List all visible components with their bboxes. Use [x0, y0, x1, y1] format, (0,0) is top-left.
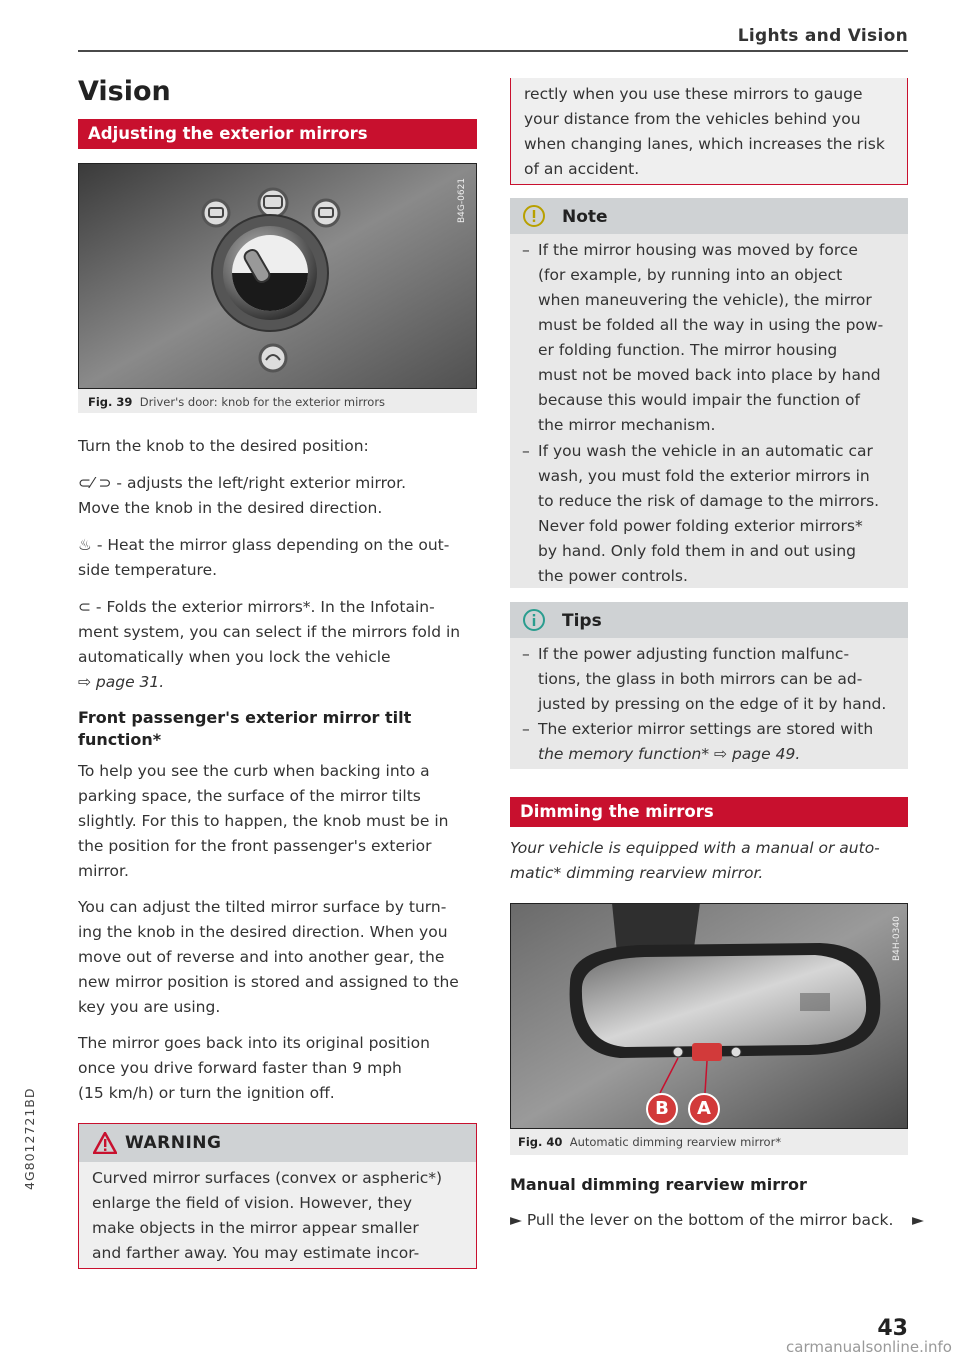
figure-40-caption: Fig. 40 Automatic dimming rearview mirror* — [518, 1135, 782, 1149]
paragraph-reset: The mirror goes back into its original position once you drive forward faster than 9 mph (15 km/h) or turn the ignition off. — [78, 1034, 430, 1102]
continued-arrow: ► — [912, 1211, 924, 1229]
figure-39 — [78, 163, 477, 413]
page-number: 43 — [877, 1316, 908, 1341]
tips-list — [510, 638, 908, 767]
paragraph-tilt: To help you see the curb when backing into a parking space, the surface of the mirror tilts slightly. For this to happen, the knob must be in the position for the front passenger's exterior mirror. — [78, 762, 449, 880]
warning-text: Curved mirror surfaces (convex or aspheric*) enlarge the field of vision. However, they make objects in the mirror appear smaller and farther away. You may estimate incor- — [92, 1169, 443, 1262]
note-item: – If the mirror housing was moved by force (for example, by running into an object when maneuvering the vehicle), the mirror must be folded all the way in using the pow- er folding function. The mirror housing must not be moved back into place by hand because this would impair the function of the mirror mechanism. — [522, 241, 884, 434]
mirror-left-right-icon: ⊂⁄ ⊃ — [78, 474, 112, 492]
callout-b: B — [646, 1093, 678, 1125]
mirror-fold-icon: ⊂ — [78, 598, 91, 616]
note-header — [510, 198, 908, 234]
warning-title: WARNING — [125, 1133, 222, 1153]
banner-adjusting-mirrors: Adjusting the exterior mirrors — [78, 119, 477, 149]
left-body-text: Turn the knob to the desired position: ⊂⁄ ⊃ - adjusts the left/right exterior mirror. Move the knob in the desired direction. ♨ - Heat the mirror glass depending on the out- side temperature. ⊂ - Folds the exterior mirrors*. In the Infotain- ment system, you can select if the mirrors fold in automatically when you lock the vehicle ⇨ page 31. Front passenger's exterior mirror tilt function* To help you see the curb when backing into a parking space, the surface of the mirror tilts slightly. For this to happen, the knob must be in the position for the front passenger's exterior mirror. You can adjust the tilted mirror surface by turn- ing the knob in the desired direction. When you move out of reverse and into another gear, the new mirror position is stored and assigned to the key you are using. The mirror goes back into its original position once you drive forward faster than 9 mph (15 km/h) or turn the ignition off. — [78, 434, 478, 1106]
warning-header — [79, 1124, 476, 1162]
callout-a: A — [688, 1093, 720, 1125]
tips-header — [510, 602, 908, 638]
manual-dimming-heading: Manual dimming rearview mirror — [510, 1175, 807, 1194]
note-title: Note — [562, 207, 608, 227]
figure-40-code: B4H-0340 — [892, 916, 902, 961]
paragraph-adjust: You can adjust the tilted mirror surface by turn- ing the knob in the desired direction. When you move out of reverse and into another gear, the new mirror position is stored and assigned to the key you are using. — [78, 898, 459, 1016]
note-list — [510, 234, 908, 589]
figure-39-caption: Fig. 39 Driver's door: knob for the exterior mirrors — [88, 395, 386, 409]
warning-triangle-icon — [93, 1132, 117, 1154]
note-box — [510, 198, 908, 588]
manual-dimming-step: ► Pull the lever on the bottom of the mirror back. — [510, 1211, 894, 1229]
tilt-heading: Front passenger's exterior mirror tilt function* — [78, 708, 412, 749]
running-header: Lights and Vision — [737, 26, 908, 46]
warning-continuation: rectly when you use these mirrors to gauge your distance from the vehicles behind you when changing lanes, which increases the risk of an accident. — [510, 78, 908, 185]
document-code: 4G8012721BD — [22, 1087, 37, 1190]
warning-box — [78, 1123, 477, 1269]
tips-title: Tips — [562, 611, 602, 631]
note-item: – If you wash the vehicle in an automatic car wash, you must fold the exterior mirrors in to reduce the risk of damage to the mirrors. Never fold power folding exterior mirrors* by hand. Only fold them in and out using the power controls. — [522, 442, 880, 585]
info-icon — [522, 608, 546, 632]
header-rule — [78, 50, 908, 52]
figure-39-code: B4G-0621 — [457, 177, 467, 223]
page-49-link[interactable]: the memory function* ⇨ page 49. — [538, 745, 801, 763]
page-31-link[interactable]: ⇨ page 31. — [78, 673, 165, 691]
watermark: carmanualsonline.info — [786, 1338, 952, 1356]
mirror-heat-icon: ♨ — [78, 536, 92, 554]
note-exclamation-icon — [522, 204, 546, 228]
tips-item: – The exterior mirror settings are stored with the memory function* ⇨ page 49. — [510, 717, 908, 767]
tips-box — [510, 602, 908, 769]
figure-40 — [510, 903, 908, 1155]
tips-item: – If the power adjusting function malfunc- tions, the glass in both mirrors can be ad- justed by pressing on the edge of it by hand. — [522, 645, 887, 713]
banner-dimming-mirrors: Dimming the mirrors — [510, 797, 908, 827]
figure-39-image — [78, 163, 477, 389]
section-heading: Vision — [78, 76, 171, 107]
dimming-intro: Your vehicle is equipped with a manual or auto- matic* dimming rearview mirror. — [510, 839, 880, 882]
